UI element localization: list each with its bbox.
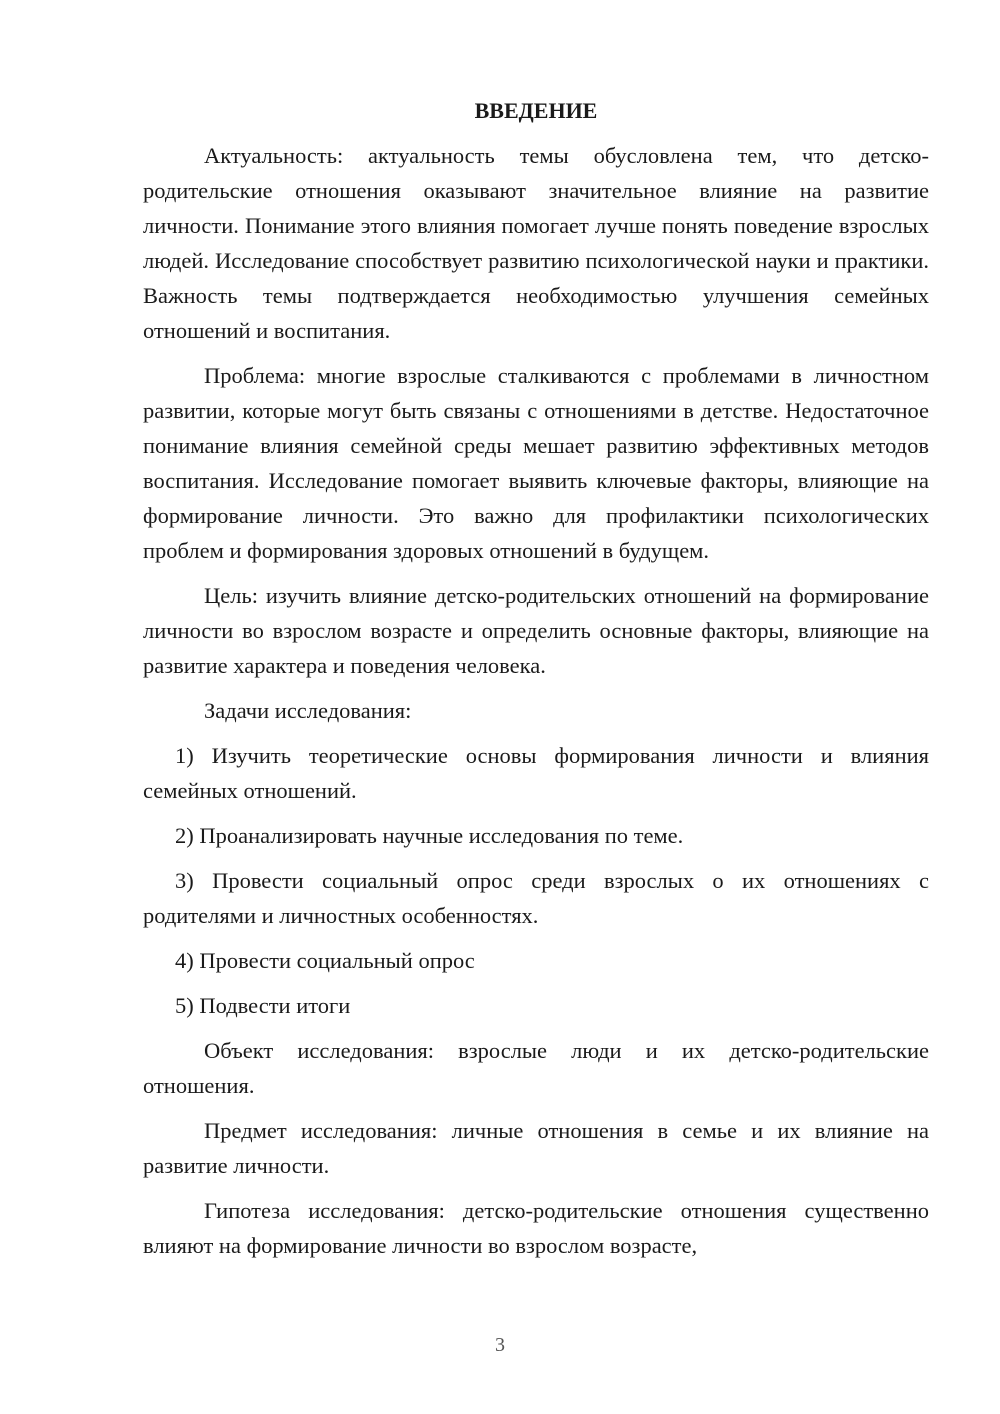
task-item: 2) Проанализировать научные исследования по теме. (175, 823, 684, 848)
paragraph-object: Объект исследования: взрослые люди и их детско-родительские отношения. (143, 1038, 929, 1098)
paragraph-hypothesis: Гипотеза исследования: детско-родительские отношения существенно влияют на формирование личности во взрослом возрасте, (143, 1198, 929, 1258)
paragraph-subject: Предмет исследования: личные отношения в семье и их влияние на развитие личности. (143, 1118, 929, 1178)
task-item: 3) Провести социальный опрос среди взрослых о их отношениях с родителями и личностных особенностях. (143, 868, 929, 928)
page-title: ВВЕДЕНИЕ (474, 98, 598, 123)
task-item: 1) Изучить теоретические основы формирования личности и влияния семейных отношений. (143, 743, 929, 803)
document-page (143, 96, 929, 1273)
task-item: 5) Подвести итоги (175, 993, 351, 1018)
page-number: 3 (495, 1334, 505, 1356)
tasks-heading: Задачи исследования: (204, 698, 412, 723)
task-item: 4) Провести социальный опрос (175, 948, 475, 973)
paragraph-problem: Проблема: многие взрослые сталкиваются с проблемами в личностном развитии, которые могут быть связаны с отношениями в детстве. Недостаточное понимание влияния семейной среды мешает развитию эффективных методов воспитания. Исследование помогает выявить ключевые факторы, влияющие на формирование личности. Это важно для профилактики психологических проблем и формирования здоровых отношений в будущем. (143, 363, 929, 563)
paragraph-relevance: Актуальность: актуальность темы обусловлена тем, что детско-родительские отношения оказывают значительное влияние на развитие личности. Понимание этого влияния помогает лучше понять поведение взрослых людей. Исследование способствует развитию психологической науки и практики. Важность темы подтверждается необходимостью улучшения семейных отношений и воспитания. (143, 143, 929, 343)
tasks-list (143, 738, 929, 1023)
paragraph-goal: Цель: изучить влияние детско-родительских отношений на формирование личности во взрослом возрасте и определить основные факторы, влияющие на развитие характера и поведения человека. (143, 583, 929, 678)
